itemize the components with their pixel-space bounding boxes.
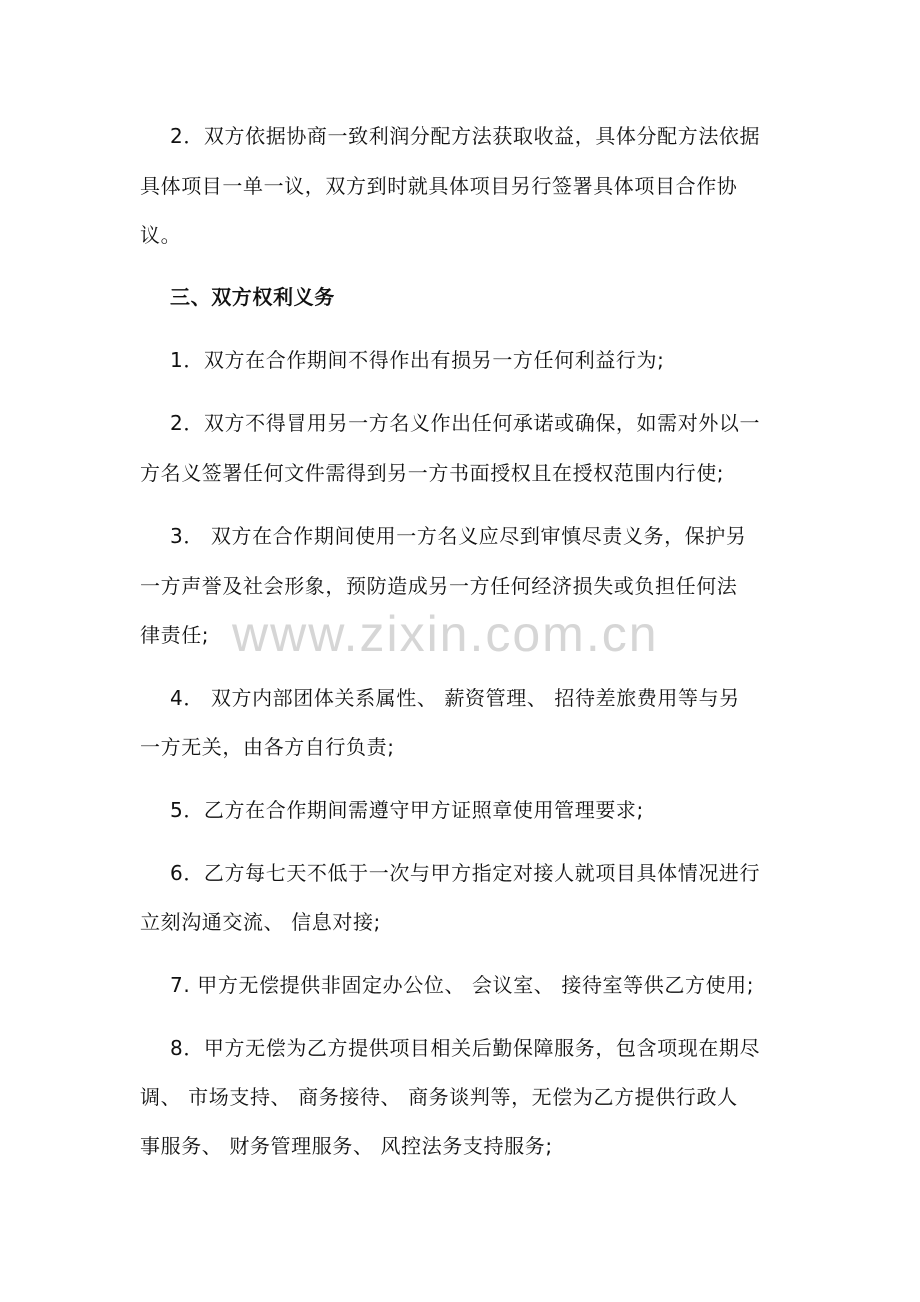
list-item: 1．双方在合作期间不得作出有损另一方任何利益行为; [170,348,665,372]
list-item: 2．双方不得冒用另一方名义作出任何承诺或确保，如需对外以一 [170,411,761,435]
list-item-continuation: 方名义签署任何文件需得到另一方书面授权且在授权范围内行使; [140,461,725,485]
list-item-continuation: 立刻沟通交流、 信息对接; [140,910,381,934]
list-item-continuation: 律责任; [140,623,210,647]
paragraph-line: 2．双方依据协商一致利润分配方法获取收益，具体分配方法依据 [170,124,761,148]
list-item-continuation: 一方声誉及社会形象，预防造成另一方任何经济损失或负担任何法 [140,574,738,598]
list-item: 3． 双方在合作期间使用一方名义应尽到审慎尽责义务，保护另 [170,524,747,548]
list-item: 6．乙方每七天不低于一次与甲方指定对接人就项目具体情况进行 [170,861,761,885]
list-item: 7. 甲方无偿提供非固定办公位、 会议室、 接待室等供乙方使用; [170,973,755,997]
list-item: 8．甲方无偿为乙方提供项目相关后勤保障服务，包含项现在期尽 [170,1036,761,1060]
list-item: 5．乙方在合作期间需遵守甲方证照章使用管理要求; [170,798,644,822]
watermark: www.zixin.com.cn [232,606,659,662]
list-item-continuation: 调、 市场支持、 商务接待、 商务谈判等，无偿为乙方提供行政人 [140,1085,738,1109]
list-item-continuation: 事服务、 财务管理服务、 风控法务支持服务; [140,1134,553,1158]
list-item-continuation: 一方无关，由各方自行负责; [140,735,395,759]
section-heading: 三、双方权利义务 [170,285,335,309]
paragraph-line: 议。 [140,223,182,247]
list-item: 4． 双方内部团体关系属性、 薪资管理、 招待差旅费用等与另 [170,686,740,710]
paragraph-line: 具体项目一单一议，双方到时就具体项目另行签署具体项目合作协 [140,174,738,198]
